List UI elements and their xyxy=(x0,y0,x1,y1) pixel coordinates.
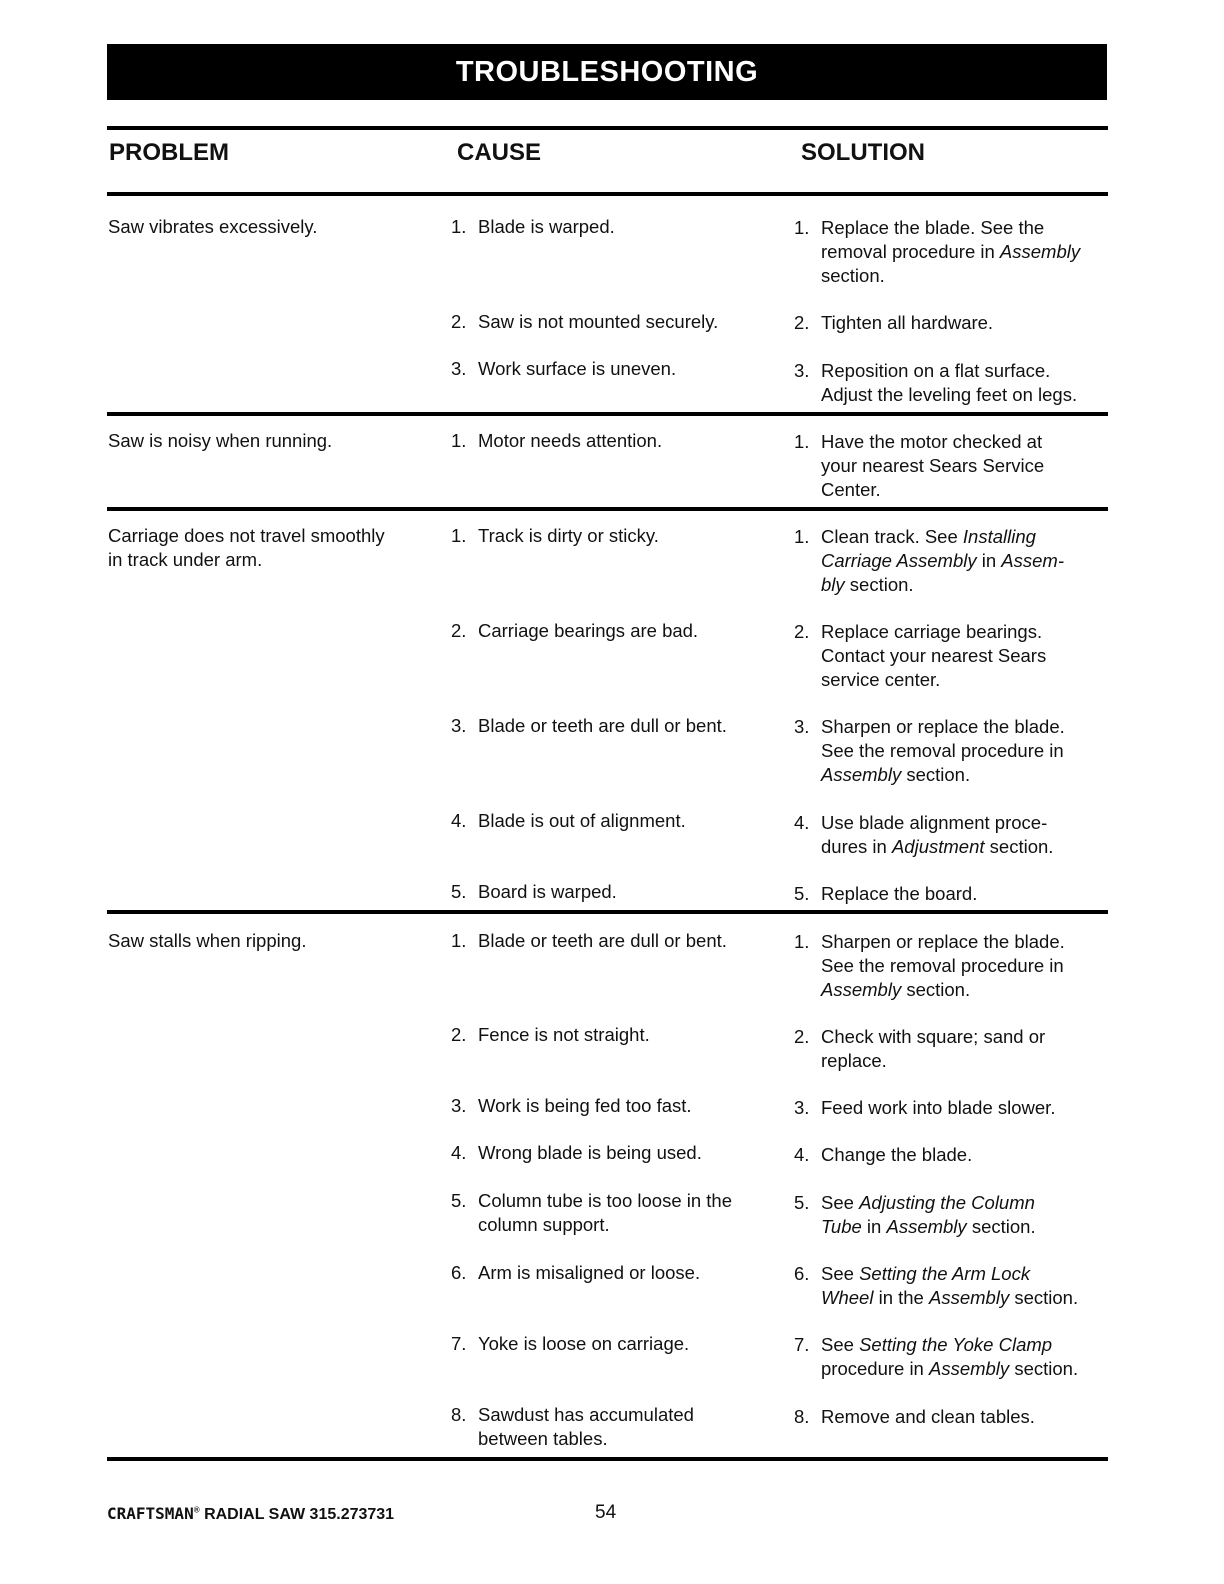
solution-text xyxy=(821,668,940,692)
solution-segment: Tighten all hardware. xyxy=(821,312,994,333)
cause-text: Blade is out of alignment. xyxy=(478,810,686,831)
model-text: RADIAL SAW 315.273731 xyxy=(204,1506,395,1523)
solution-segment: Use blade alignment proce- xyxy=(821,812,1048,833)
solution-text xyxy=(821,1049,887,1073)
solution-number: 2. xyxy=(794,1026,810,1047)
cause-text: Blade is warped. xyxy=(478,216,615,237)
problem-text: Saw stalls when ripping. xyxy=(108,930,307,951)
solution-text xyxy=(821,525,1036,549)
cause-number: 1. xyxy=(451,930,467,951)
problem-header: PROBLEM xyxy=(109,139,229,166)
header-top-rule xyxy=(107,126,1108,130)
solution-text xyxy=(821,1143,972,1167)
italic-reference: Installing xyxy=(962,526,1036,547)
solution-text xyxy=(821,1262,1030,1286)
cause-text: Wrong blade is being used. xyxy=(478,1142,702,1163)
solution-number: 1. xyxy=(794,931,810,952)
solution-text xyxy=(821,978,970,1002)
solution-number: 3. xyxy=(794,1097,810,1118)
cause-text: Work is being fed too fast. xyxy=(478,1095,692,1116)
solution-text xyxy=(821,715,1065,739)
solution-text xyxy=(821,216,1044,240)
solution-segment: section. xyxy=(1009,1287,1079,1308)
cause-text: Saw is not mounted securely. xyxy=(478,311,719,332)
cause-text: Arm is misaligned or loose. xyxy=(478,1262,701,1283)
italic-reference: Carriage Assembly xyxy=(821,550,977,571)
solution-segment: See xyxy=(821,1263,860,1284)
solution-segment: Change the blade. xyxy=(821,1144,973,1165)
solution-number: 3. xyxy=(794,716,810,737)
cause-number: 2. xyxy=(451,1024,467,1045)
solution-number: 5. xyxy=(794,1192,810,1213)
solution-segment: Check with square; sand or xyxy=(821,1026,1046,1047)
solution-text xyxy=(821,835,1053,859)
solution-number: 6. xyxy=(794,1263,810,1284)
solution-text xyxy=(821,264,885,288)
page-number: 54 xyxy=(595,1502,617,1523)
problem-text: in track under arm. xyxy=(108,549,263,570)
cause-number: 7. xyxy=(451,1333,467,1354)
solution-text xyxy=(821,1096,1055,1120)
italic-reference: Assembly xyxy=(821,764,902,785)
solution-segment: Adjust the leveling feet on legs. xyxy=(821,384,1078,405)
cause-text: between tables. xyxy=(478,1428,608,1449)
solution-segment: Sharpen or replace the blade. xyxy=(821,931,1065,952)
solution-segment: section. xyxy=(821,265,885,286)
table-bottom-rule xyxy=(107,1457,1108,1461)
italic-reference: bly xyxy=(821,574,845,595)
solution-segment: service center. xyxy=(821,669,941,690)
solution-text xyxy=(821,882,977,906)
italic-reference: Assembly xyxy=(999,241,1081,262)
solution-number: 8. xyxy=(794,1406,810,1427)
solution-text xyxy=(821,954,1064,978)
cause-number: 1. xyxy=(451,216,467,237)
solution-number: 4. xyxy=(794,1144,810,1165)
registered-mark: ® xyxy=(193,1505,200,1515)
cause-text: Track is dirty or sticky. xyxy=(478,525,659,546)
cause-text: Blade or teeth are dull or bent. xyxy=(478,930,727,951)
solution-segment: in xyxy=(976,550,1002,571)
italic-reference: Setting the Yoke Clamp xyxy=(859,1334,1053,1355)
italic-reference: Adjusting the Column xyxy=(859,1192,1035,1213)
italic-reference: Assembly xyxy=(929,1287,1010,1308)
solution-number: 5. xyxy=(794,883,810,904)
cause-number: 1. xyxy=(451,525,467,546)
solution-text xyxy=(821,573,914,597)
solution-segment: your nearest Sears Service xyxy=(821,455,1045,476)
cause-number: 3. xyxy=(451,715,467,736)
solution-text xyxy=(821,1333,1052,1357)
solution-number: 2. xyxy=(794,621,810,642)
solution-text xyxy=(821,240,1080,264)
italic-reference: Wheel xyxy=(821,1287,874,1308)
craftsman-logo: CRAFTSMAN xyxy=(107,1504,194,1523)
cause-text: Work surface is uneven. xyxy=(478,358,677,379)
footer-brand xyxy=(107,1504,394,1524)
page-title: TROUBLESHOOTING xyxy=(107,44,1107,100)
solution-header: SOLUTION xyxy=(801,139,925,166)
solution-text xyxy=(821,311,993,335)
solution-text xyxy=(821,549,1064,573)
cause-number: 4. xyxy=(451,1142,467,1163)
solution-text xyxy=(821,478,881,502)
cause-number: 8. xyxy=(451,1404,467,1425)
problem-text: Saw is noisy when running. xyxy=(108,430,333,451)
cause-text: Carriage bearings are bad. xyxy=(478,620,699,641)
solution-segment: Remove and clean tables. xyxy=(821,1406,1035,1427)
solution-segment: dures in xyxy=(821,836,892,857)
cause-header: CAUSE xyxy=(457,139,542,166)
section-divider xyxy=(107,910,1108,914)
solution-segment: section. xyxy=(844,574,914,595)
cause-text: Yoke is loose on carriage. xyxy=(478,1333,690,1354)
solution-text xyxy=(821,763,970,787)
cause-number: 1. xyxy=(451,430,467,451)
solution-segment: section. xyxy=(1009,1358,1079,1379)
cause-text: column support. xyxy=(478,1214,610,1235)
solution-segment: See the removal procedure in xyxy=(821,955,1064,976)
solution-text xyxy=(821,1215,1036,1239)
solution-segment: section. xyxy=(901,979,971,1000)
problem-text: Saw vibrates excessively. xyxy=(108,216,318,237)
italic-reference: Assembly xyxy=(821,979,902,1000)
italic-reference: Tube xyxy=(821,1216,862,1237)
solution-text xyxy=(821,1405,1035,1429)
solution-text xyxy=(821,359,1050,383)
solution-number: 3. xyxy=(794,360,810,381)
solution-text xyxy=(821,454,1044,478)
solution-segment: Have the motor checked at xyxy=(821,431,1043,452)
cause-number: 2. xyxy=(451,620,467,641)
solution-text xyxy=(821,930,1065,954)
solution-segment: in xyxy=(861,1216,887,1237)
solution-text xyxy=(821,811,1047,835)
solution-segment: Clean track. See xyxy=(821,526,963,547)
solution-segment: section. xyxy=(984,836,1054,857)
solution-number: 4. xyxy=(794,812,810,833)
italic-reference: Assembly xyxy=(886,1216,967,1237)
solution-segment: Reposition on a flat surface. xyxy=(821,360,1051,381)
cause-text: Fence is not straight. xyxy=(478,1024,650,1045)
solution-segment: Replace the board. xyxy=(821,883,978,904)
solution-segment: Feed work into blade slower. xyxy=(821,1097,1056,1118)
solution-text xyxy=(821,430,1042,454)
solution-segment: See xyxy=(821,1192,860,1213)
italic-reference: Adjustment xyxy=(891,836,985,857)
solution-text xyxy=(821,644,1046,668)
problem-text: Carriage does not travel smoothly xyxy=(108,525,385,546)
solution-number: 1. xyxy=(794,526,810,547)
cause-text: Board is warped. xyxy=(478,881,617,902)
solution-segment: procedure in xyxy=(821,1358,929,1379)
solution-text xyxy=(821,1357,1078,1381)
solution-segment: section. xyxy=(966,1216,1036,1237)
solution-segment: Contact your nearest Sears xyxy=(821,645,1047,666)
cause-number: 5. xyxy=(451,1190,467,1211)
solution-text xyxy=(821,1191,1035,1215)
solution-segment: replace. xyxy=(821,1050,887,1071)
solution-text xyxy=(821,383,1077,407)
solution-segment: in the xyxy=(873,1287,929,1308)
cause-number: 3. xyxy=(451,1095,467,1116)
italic-reference: Setting the Arm Lock xyxy=(859,1263,1031,1284)
solution-number: 1. xyxy=(794,431,810,452)
solution-segment: Sharpen or replace the blade. xyxy=(821,716,1065,737)
solution-text xyxy=(821,1025,1045,1049)
cause-text: Sawdust has accumulated xyxy=(478,1404,694,1425)
cause-number: 6. xyxy=(451,1262,467,1283)
cause-number: 4. xyxy=(451,810,467,831)
solution-text xyxy=(821,1286,1078,1310)
cause-number: 3. xyxy=(451,358,467,379)
cause-text: Motor needs attention. xyxy=(478,430,663,451)
cause-text: Blade or teeth are dull or bent. xyxy=(478,715,727,736)
solution-number: 2. xyxy=(794,312,810,333)
solution-number: 7. xyxy=(794,1334,810,1355)
cause-number: 2. xyxy=(451,311,467,332)
solution-segment: See the removal procedure in xyxy=(821,740,1064,761)
section-divider xyxy=(107,412,1108,416)
italic-reference: Assem- xyxy=(1001,550,1064,571)
header-bottom-rule xyxy=(107,192,1108,196)
solution-segment: Replace the blade. See the xyxy=(821,217,1045,238)
solution-segment: section. xyxy=(901,764,971,785)
solution-text xyxy=(821,739,1064,763)
solution-segment: Center. xyxy=(821,479,881,500)
cause-text: Column tube is too loose in the xyxy=(478,1190,733,1211)
italic-reference: Assembly xyxy=(928,1358,1010,1379)
solution-text xyxy=(821,620,1042,644)
solution-segment: removal procedure in xyxy=(821,241,1000,262)
solution-number: 1. xyxy=(794,217,810,238)
solution-segment: See xyxy=(821,1334,860,1355)
cause-number: 5. xyxy=(451,881,467,902)
section-divider xyxy=(107,507,1108,511)
solution-segment: Replace carriage bearings. xyxy=(821,621,1043,642)
